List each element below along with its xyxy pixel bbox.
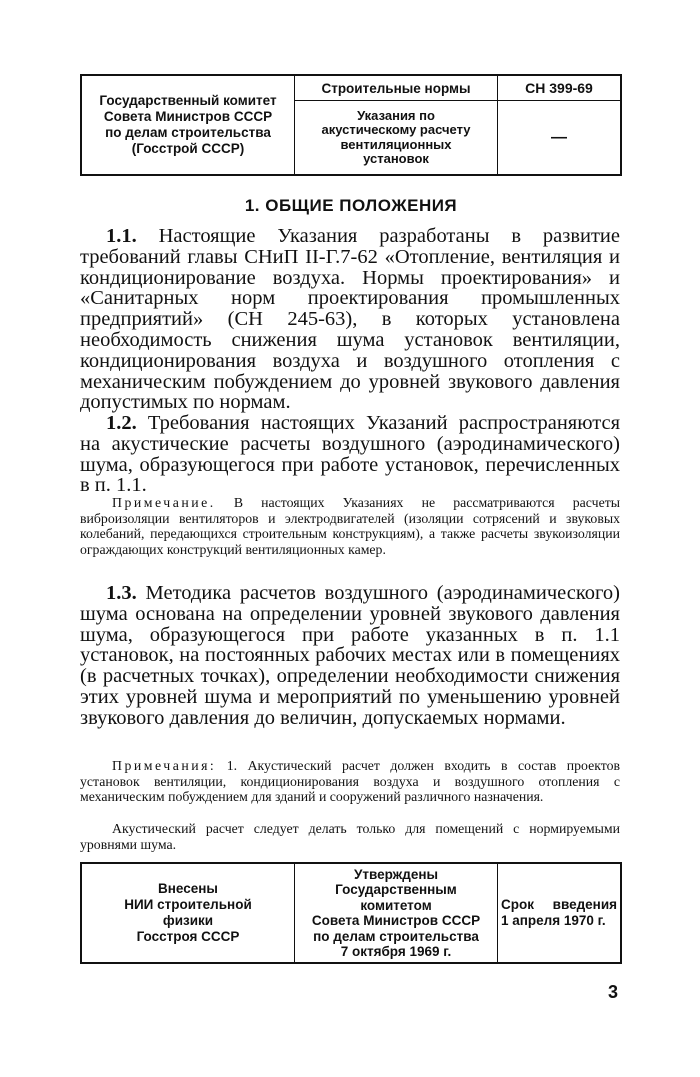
effective-word: введения (552, 897, 617, 912)
effective-date-cell (498, 864, 622, 962)
paragraph-text: Настоящие Указания разработаны в развитие требований главы СНиП II-Г.7-62 «Отопление, вентиляция и кондиционирование воздуха. Нормы проектирования» и «Санитарных норм проектирования промышленных предприятий» (СН 245-63), в которых установлена необходимость снижения шума установок вентиляции, кондиционирования воздуха и воздушного отопления с механическим побуждением до уровней звукового давления допустимых по нормам. (80, 225, 620, 414)
approved-by (295, 864, 498, 962)
page-number: 3 (608, 982, 619, 1002)
approved-line: Утверждены (353, 866, 439, 882)
submitted-line: Госстроя СССР (136, 929, 240, 944)
paragraph-text: Методика расчетов воздушного (аэродинамического) шума основана на определении уровней звукового давления шума, образующегося при работе указанных в п. 1.1 установок, на постоянных рабочих местах или в помещениях (в расчетных точках), определении необходимости снижения этих уровней шума и мероприятий по уменьшению уровней звукового давления до величин, допускаемых нормами. (80, 582, 620, 729)
paragraph-1-3 (80, 583, 620, 729)
org-line: (Госстрой СССР) (131, 141, 245, 156)
paragraph-1-1 (80, 226, 620, 413)
note-1 (80, 495, 620, 557)
note-text: В настоящих Указаниях не рассматриваются расчеты виброизоляции вентиляторов и электродвигателей (изоляции сотрясений и звуковых колебаний, передающихся строительным конструкциям), а также расчеты звукоизоляции ограждающих конструкций вентиляционных камер. (80, 495, 621, 557)
paragraph-text: Требования настоящих Указаний распространяются на акустические расчеты воздушного (аэродинамического) шума, образующегося при работе установок, перечисленных в п. 1.1. (80, 412, 621, 497)
section-title: 1. ОБЩИЕ ПОЛОЖЕНИЯ (244, 196, 458, 215)
submitted-line: НИИ строительной (124, 897, 252, 912)
note-text: 1. Акустический расчет должен входить в состав проектов установок вентиляции, кондиционирования воздуха и воздушного отопления с механическим побуждением для зданий и сооружений различного назначения. (80, 758, 621, 805)
approved-line: 7 октября 1969 г. (340, 944, 452, 959)
note-label: Примечания: (112, 758, 217, 773)
submitted-by (80, 864, 295, 962)
title-line: установок (363, 151, 429, 166)
note-label: Примечание. (112, 495, 216, 510)
approved-line: Совета Министров СССР (311, 913, 481, 928)
header-table (80, 74, 622, 176)
note-2 (80, 758, 620, 805)
submitted-line: физики (162, 913, 214, 928)
footer-table (80, 862, 622, 964)
paragraph-number: 1.2. (106, 412, 137, 434)
title-line: вентиляционных (340, 136, 452, 152)
note-2-continued (80, 821, 620, 852)
effective-date: 1 апреля 1970 г. (501, 913, 606, 928)
approved-line: комитетом (360, 897, 432, 913)
title-line: Указания по (357, 107, 435, 123)
note-text: Акустический расчет следует делать только для помещений с нормируемыми уровнями шума. (80, 821, 620, 852)
replaces-value: — (551, 128, 567, 146)
paragraph-1-2 (80, 413, 620, 496)
org-line: по делам строительства (105, 125, 271, 140)
document-category-cell (295, 76, 498, 174)
document-title (295, 101, 497, 174)
effective-word: Срок (501, 897, 534, 912)
document-code: СН 399-69 (498, 76, 620, 101)
approved-line: по делам строительства (313, 928, 479, 944)
issuing-organization (80, 76, 295, 174)
document-code-cell (498, 76, 622, 174)
title-line: акустическому расчету (321, 122, 471, 137)
org-line: Совета Министров СССР (103, 109, 273, 124)
paragraph-number: 1.1. (106, 225, 137, 247)
org-line: Государственный комитет (99, 93, 277, 108)
effective-label (501, 897, 620, 913)
paragraph-number: 1.3. (106, 582, 137, 604)
document-category: Строительные нормы (295, 76, 497, 101)
approved-line: Государственным (335, 882, 457, 897)
submitted-line: Внесены (158, 881, 218, 896)
